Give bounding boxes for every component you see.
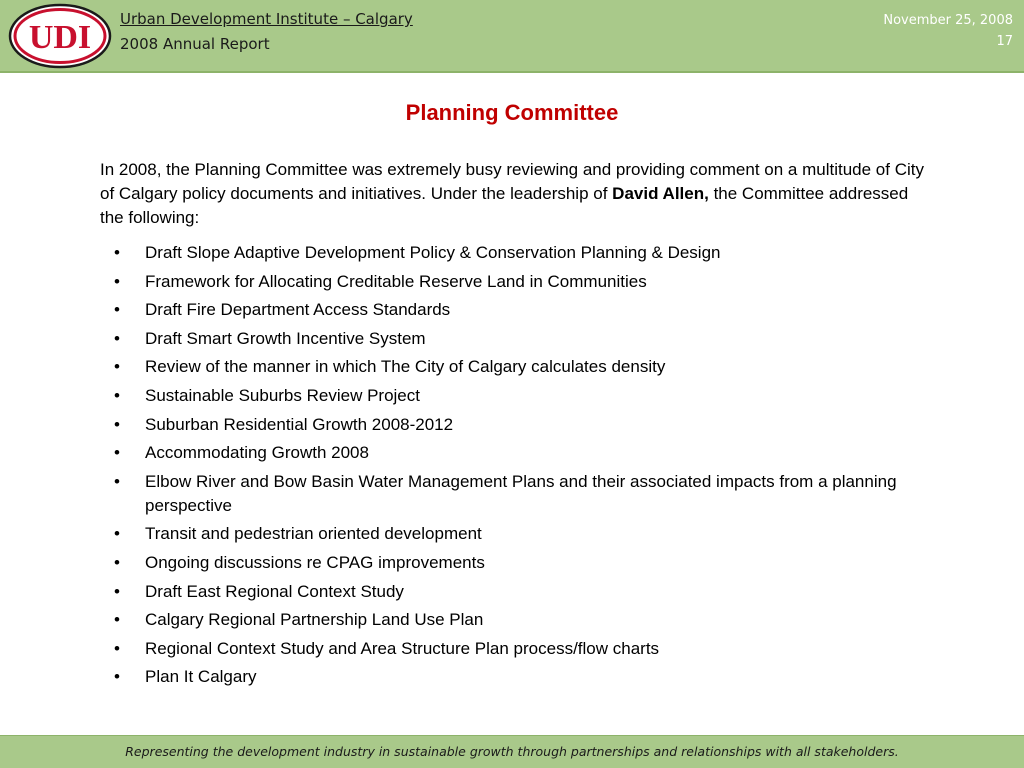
bullet-icon: • bbox=[114, 610, 120, 630]
list-item bbox=[100, 270, 960, 294]
list-item-text: Draft East Regional Context Study bbox=[145, 581, 404, 601]
footer-tagline: Representing the development industry in sustainable growth through partnerships and relationships with all stakeholders. bbox=[125, 744, 899, 759]
bullet-icon: • bbox=[114, 524, 120, 544]
list-item-text: Sustainable Suburbs Review Project bbox=[145, 385, 420, 405]
list-item bbox=[100, 327, 960, 351]
intro-paragraph bbox=[100, 158, 930, 230]
bullet-icon: • bbox=[114, 357, 120, 377]
list-item-text: Suburban Residential Growth 2008-2012 bbox=[145, 414, 454, 434]
list-item-text: Draft Smart Growth Incentive System bbox=[145, 328, 426, 348]
list-item bbox=[100, 441, 960, 465]
list-item bbox=[100, 470, 960, 518]
list-item bbox=[100, 580, 960, 604]
bullet-icon: • bbox=[114, 552, 120, 572]
list-item bbox=[100, 522, 960, 546]
list-item bbox=[100, 413, 960, 437]
list-item-text: Framework for Allocating Creditable Reserve Land in Communities bbox=[145, 271, 647, 291]
list-item-text: Draft Slope Adaptive Development Policy & Conservation Planning & Design bbox=[145, 243, 721, 262]
list-item-text: Regional Context Study and Area Structure Plan process/flow charts bbox=[145, 638, 660, 658]
list-item-text: Transit and pedestrian oriented development bbox=[145, 524, 482, 544]
list-item bbox=[100, 384, 960, 408]
bullet-icon: • bbox=[114, 638, 120, 658]
list-item bbox=[100, 241, 960, 265]
intro-text-end: the Committee addressed the following: bbox=[100, 184, 909, 227]
list-item-text: Calgary Regional Partnership Land Use Plan bbox=[145, 610, 484, 630]
list-item bbox=[100, 355, 960, 379]
bullet-icon: • bbox=[114, 271, 120, 291]
list-item bbox=[100, 298, 960, 322]
bullet-icon: • bbox=[114, 328, 120, 348]
footer-band bbox=[0, 735, 1024, 768]
committee-items-list bbox=[100, 241, 960, 694]
slide-date: November 25, 2008 bbox=[883, 13, 1013, 28]
list-item-text: Elbow River and Bow Basin Water Management Plans and their associated impacts from a planning perspective bbox=[145, 471, 897, 515]
list-item bbox=[100, 551, 960, 575]
bullet-icon: • bbox=[114, 471, 120, 491]
list-item-text: Plan It Calgary bbox=[145, 667, 257, 687]
header-band bbox=[0, 0, 1024, 73]
bullet-icon: • bbox=[114, 385, 120, 405]
list-item-text: Accommodating Growth 2008 bbox=[145, 443, 369, 463]
bullet-icon: • bbox=[114, 414, 120, 434]
slide-title: Planning Committee bbox=[405, 100, 619, 125]
bullet-icon: • bbox=[114, 581, 120, 601]
report-name: 2008 Annual Report bbox=[120, 35, 270, 53]
leader-name: David Allen, bbox=[612, 184, 709, 203]
bullet-icon: • bbox=[114, 243, 120, 262]
intro-text-start: In 2008, the Planning Committee was extremely busy reviewing and providing comment on a multitude of City of Calgary policy documents and initiatives. Under the leadership of bbox=[100, 160, 924, 203]
organization-name: Urban Development Institute – Calgary bbox=[120, 10, 413, 28]
svg-text:UDI: UDI bbox=[28, 19, 92, 56]
bullet-icon: • bbox=[114, 443, 120, 463]
bullet-icon: • bbox=[114, 300, 120, 320]
bullet-icon: • bbox=[114, 667, 120, 687]
list-item bbox=[100, 665, 960, 689]
page-number: 17 bbox=[996, 34, 1013, 49]
list-item-text: Review of the manner in which The City of Calgary calculates density bbox=[145, 357, 666, 377]
list-item-text: Ongoing discussions re CPAG improvements bbox=[145, 552, 485, 572]
list-item bbox=[100, 637, 960, 661]
udi-logo bbox=[8, 3, 112, 69]
list-item bbox=[100, 608, 960, 632]
list-item-text: Draft Fire Department Access Standards bbox=[145, 300, 451, 320]
